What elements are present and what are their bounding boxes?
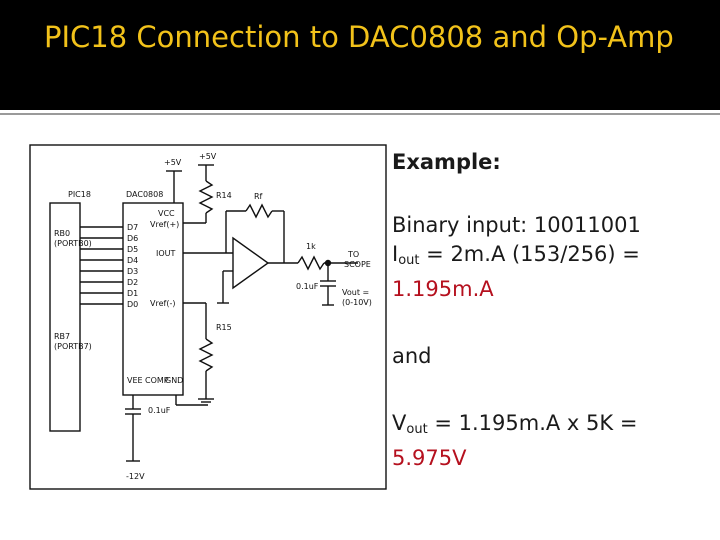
slide-title: PIC18 Connection to DAC0808 and Op-Amp bbox=[44, 20, 674, 54]
binary-input-line: Binary input: 10011001 bbox=[392, 213, 641, 237]
cap-label: 0.1uF bbox=[296, 282, 319, 291]
cap2-label: 0.1uF bbox=[148, 406, 171, 415]
vout-subscript: out bbox=[406, 422, 428, 437]
port-bottom-label-1: RB7 bbox=[54, 332, 71, 341]
pin-vref-pos: Vref(+) bbox=[150, 220, 180, 229]
vout-result: 5.975V bbox=[392, 446, 467, 470]
pin-d1: D1 bbox=[127, 289, 139, 298]
pin-d0: D0 bbox=[127, 300, 139, 309]
pin-d4: D4 bbox=[127, 256, 139, 265]
vout-equation-text: = 1.195m.A x 5K = bbox=[427, 411, 638, 435]
to-scope-label-1: TO bbox=[348, 250, 360, 259]
iout-prefix: I bbox=[392, 242, 399, 266]
pin-comp: COMP bbox=[145, 376, 169, 385]
iout-result: 1.195m.A bbox=[392, 277, 494, 301]
vcc-supply-label: +5V bbox=[164, 158, 182, 167]
dac-opamp-schematic bbox=[28, 143, 390, 493]
pin-d2: D2 bbox=[127, 278, 139, 287]
pin-iout: IOUT bbox=[156, 249, 176, 258]
dac-label: DAC0808 bbox=[126, 190, 164, 199]
neg-supply-label: -12V bbox=[126, 472, 145, 481]
r15-label: R15 bbox=[216, 323, 232, 332]
pic-label: PIC18 bbox=[68, 190, 91, 199]
vout-label-1: Vout = bbox=[342, 288, 370, 297]
pin-d7: D7 bbox=[127, 223, 139, 232]
example-heading: Example: bbox=[392, 150, 501, 174]
pin-d5: D5 bbox=[127, 245, 139, 254]
port-top-label-2: (PORTB0) bbox=[54, 239, 92, 248]
example-text-block bbox=[392, 148, 710, 473]
pin-d6: D6 bbox=[127, 234, 139, 243]
pin-vee: VEE bbox=[127, 376, 143, 385]
vout-prefix: V bbox=[392, 411, 407, 435]
rf-label: Rf bbox=[254, 192, 263, 201]
r14-label: R14 bbox=[216, 191, 232, 200]
vref-supply-label: +5V bbox=[199, 152, 217, 161]
iout-equation bbox=[392, 240, 710, 275]
iout-subscript: out bbox=[398, 253, 420, 268]
vout-label-2: (0-10V) bbox=[342, 298, 372, 307]
pin-d3: D3 bbox=[127, 267, 139, 276]
to-scope-label-2: SCOPE bbox=[344, 260, 371, 269]
pin-vref-neg: Vref(-) bbox=[150, 299, 176, 308]
title-bar bbox=[0, 0, 720, 110]
port-bottom-label-2: (PORTB7) bbox=[54, 342, 92, 351]
pin-vcc: VCC bbox=[158, 209, 175, 218]
and-text: and bbox=[392, 344, 432, 368]
r-label: 1k bbox=[306, 242, 316, 251]
port-top-label-1: RB0 bbox=[54, 229, 71, 238]
title-divider bbox=[0, 113, 720, 115]
iout-equation-text: = 2m.A (153/256) = bbox=[419, 242, 640, 266]
pin-gnd: GND bbox=[165, 376, 184, 385]
vout-equation bbox=[392, 409, 710, 444]
